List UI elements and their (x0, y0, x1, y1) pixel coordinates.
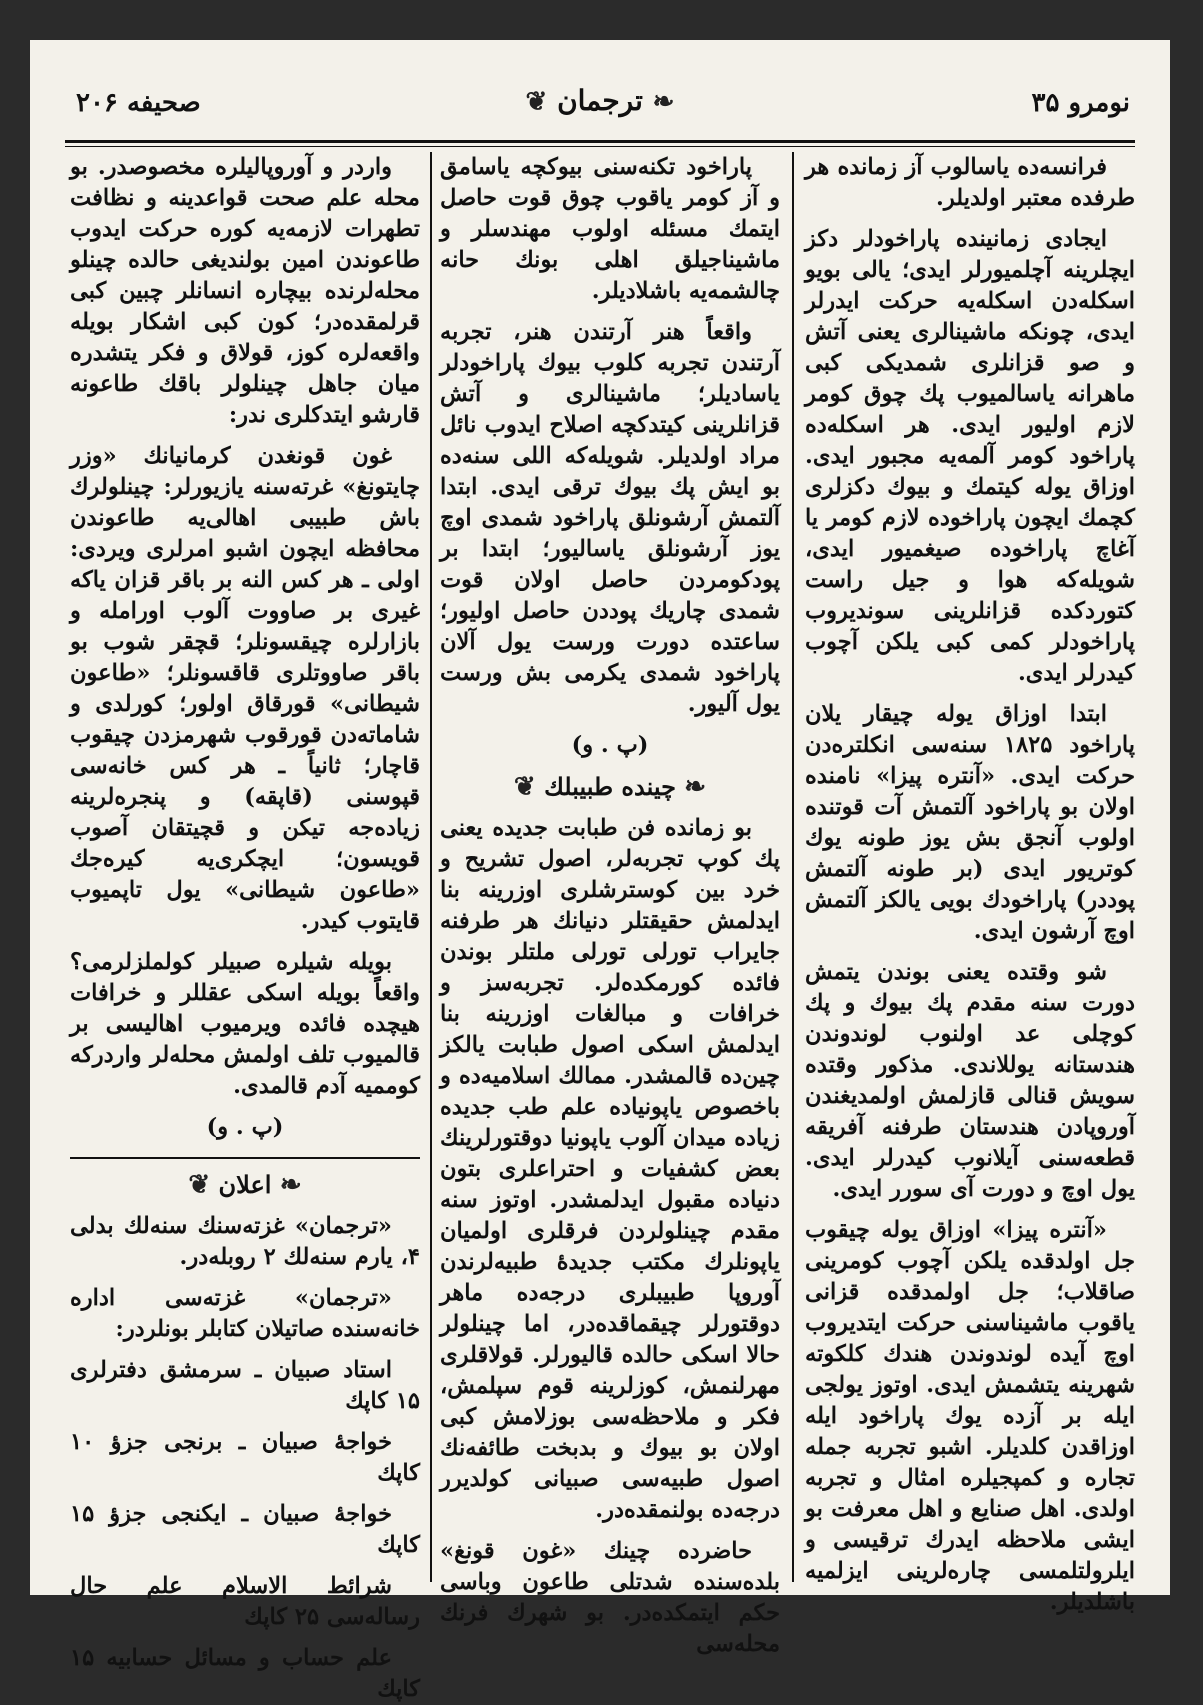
header-rule (65, 140, 1135, 147)
paragraph: شو وقتده یعنی بوندن یتمش دورت سنه مقدم پك بیوك و پك کوچلی عد اولنوب لوندوندن هندستانه یوللاندی. مذکور وقتده سویش قنالی قازلمش اولمدیغندن آوروپادن هندستان طرفنه آفریقه قطعه‌سنی آیلانوب کیدرلر ایدی. یول اوچ و دورت آی سورر ایدی. (805, 959, 1135, 1202)
ad-line: «ترجمان» غزته‌سنك سنه‌لك بدلی ۴، یارم سنه‌لك ۲ روبله‌در. (70, 1213, 420, 1270)
paragraph: واقعاً هنر آرتندن هنر، تجربه آرتندن تجربه کلوب بیوك پاراخودلر یاسادیلر؛ ماشینالری و آتش قزانلرینی کیتدکچه اصلاح ایدوب نائل مراد اولدیلر. شویله‌که اللی سنه‌ده بو ایش پك بیوك ترقی ایدی. ابتدا آلتمش آرشونلق پاراخود شمدی اوچ یوز آرشونلق یاسالیور؛ ابتدا بر پودکومردن حاصل اولان قوت شمدی چاریك پوددن حاصل اولیور؛ ساعتده دورت ورست یول آلان پاراخود شمدی یکرمی بش ورست یول آلیور. (440, 319, 780, 717)
ad-line: «ترجمان» غزته‌سی اداره خانه‌سنده صاتیلان کتابلر بونلردر: (70, 1285, 420, 1342)
page-header (30, 80, 1170, 140)
column-right (805, 152, 1135, 1615)
column-divider-1 (792, 152, 794, 1582)
paragraph: ابتدا اوزاق یوله چیقار یلان پاراخود ۱۸۲۵ سنه‌سی انکلتره‌دن حرکت ایدی. «آنتره پیزا» نامنده اولان بو پاراخود آلتمش آت قوتنده اولوب آنجق بش یوز طونه یوك کوتریور ایدی (بر طونه آلتمش پوددر) پاراخودك بویی یالکز آلتمش اوچ آرشون ایدی. (805, 701, 1135, 944)
issue-number: نومرو ۳۵ (1031, 88, 1130, 118)
paragraph: ایجادی زمانینده پاراخودلر دکز ایچلرینه آچلمیورلر ایدی؛ یالی بویو اسکله‌دن اسکله‌یه حرکت ایدرلر ایدی، چونکه ماشینالری یعنی آتش و صو قزانلری شمدیکی کبی ماهرانه یاسالمیوب پك چوق کومر لازم اولیور ایدی. هر اسکله‌ده پاراخود کومر آلمه‌یه مجبور ایدی. اوزاق یوله کیتمك و بیوك دکزلری کچمك ایچون پاراخوده لازم کومر یا آغاچ پاراخوده صیغمیور ایدی، شویله‌که هوا و جیل راست کتوردکده قزانلرینی سوندیروب پاراخودلر کمی کبی یلکن آچوب کیدرلر ایدی. (805, 226, 1135, 686)
ad-line: خواجهٔ صبیان ـ برنجی جزؤ ۱۰ کاپك (70, 1429, 420, 1486)
ornament-icon: ❦ (188, 1170, 211, 1200)
article-signature: (پ . و) (206, 1114, 284, 1140)
section-title (440, 771, 780, 803)
ad-line: علم حساب و مسائل حسابیه ۱۵ کاپك (70, 1645, 420, 1702)
paragraph: پاراخود تکنه‌سنی بیوکچه یاسامق و آز کومر یاقوب چوق قوت حاصل ایتمك مسئله اولوب مهندسلر و ماشیناجیلق اهلی بونك حانه چالشمه‌یه باشلادیلر. (440, 154, 780, 304)
ad-line: شرائط الاسلام علم حال رساله‌سی ۲۵ کاپك (70, 1573, 420, 1630)
advertisement-title (70, 1169, 420, 1201)
paragraph: بویله شیلره صبیلر کولملزلرمی؟ واقعاً بویله اسکی عقللر و خرافات هیچده فائده ویرمیوب اهالیسی بر قالمیوب تلف اولمش محله‌لر واردرکه کوممیه آدم قالمدی. (70, 949, 420, 1099)
ornament-left-icon: ❧ (652, 87, 675, 117)
section-divider (70, 1157, 420, 1159)
paragraph: بو زمانده فن طبابت جدیده یعنی پك کوپ تجربه‌لر، اصول تشریح و خرد بین کوسترشلری اوزرینه بنا ایدلمش حقیقتلر دنیانك هر طرفنه جایراب تورلی تورلی ملتلر بوندن فائده کورمکده‌لر. تجربه‌سز و خرافات و مبالغات اوزرینه بنا ایدلمش اسکی اصول طبابت یالکز چین‌ده قالمشدر. ممالك اسلامیه‌ده و باخصوص یاپونیاده علم طب جدیده زیاده میدان آلوب یاپونیا دوقتورلرینك بعض کشفیات و احتراعلری بتون دنیاده مقبول ایدلمشدر. اوتوز سنه مقدم چینلولردن فرقلری اولمیان یاپونلرك مکتب جدیدهٔ طبیه‌لرندن آوروپا طبیبلری درجه‌ده ماهر دوقتورلر چیقماقده‌در، اما چینلولر حالا اسکی حالده قالیورلر. قولاقلری مهرلنمش، کوزلرینه قوم سپلمش، فکر و ملاحظه‌سی بوزلامش کبی اولان بو بیوك و بدبخت طائفه‌نك اصول طبیه‌سی صبیانی کولدیرر درجه‌ده بولنمقده‌در. (440, 815, 780, 1523)
newspaper-page (30, 40, 1170, 1702)
column-divider-2 (430, 152, 432, 1582)
masthead-title-text: ترجمان (557, 84, 643, 117)
paragraph: حاضرده چینك «غون قونغ» بلده‌سنده شدتلی طاعون وباسی حکم ایتمکده‌در. بو شهرك فرنك محله‌سی (440, 1538, 780, 1657)
ornament-icon: ❧ (684, 772, 707, 802)
ornament-icon: ❦ (513, 772, 536, 802)
paragraph: واردر و آوروپالیلره مخصوصدر. بو محله علم صحت قواعدینه و نظافت تطهرات لازمه‌یه کوره حرکت ایدوب طاعوندن امین بولندیغی حالده چینلو محله‌لرنده بیچاره انسانلر چبین کبی قرلمقده‌در؛ کون کبی اشکار بویله واقعه‌لره کوز، قولاق و فکر یتشدره میان جاهل چینلولر باقك طاعونه قارشو ایتدکلری ندر: (70, 154, 420, 428)
paragraph: فرانسه‌ده یاسالوب آز زمانده هر طرفده معتبر اولدیلر. (805, 154, 1135, 211)
paragraph: «آنتره پیزا» اوزاق یوله چیقوب جل اولدقده یلکن آچوب کومرینی صاقلاب؛ جل اولمدقده قزانی یاقوب ماشیناسنی حرکت ایتدیروب اوچ آیده لوندوندن هندك کلکوته شهرینه یتشمش ایدی. اوتوز یولجی ایله بر آزده یوك پاراخود ایله اوزاقدن کلدیلر. اشبو تجربه جمله تجاره و کمپجیلره امثال و تجربه اولدی. اهل صنایع و اهل معرفت بو ایشی ملاحظه ایدرك ترقیسی و ایلرولتلمسی چاره‌لرینی ایزلمیه باشلدیلر. (805, 1217, 1135, 1615)
ad-line: استاد صبیان ـ سرمشق دفترلری ۱۵ کاپك (70, 1357, 420, 1414)
section-title-text: چینده طبیبلك (544, 772, 676, 801)
ornament-right-icon: ❦ (525, 87, 548, 117)
masthead-title (500, 84, 700, 117)
advertisement-title-text: اعلان (218, 1170, 272, 1199)
column-left (70, 152, 420, 1702)
article-signature: (پ . و) (571, 732, 649, 758)
paragraph: غون قونغدن کرمانیانك «وزر چایتونغ» غرته‌سنه یازیورلر: چینلولرك باش طبیبی اهالی‌یه طاعوندن محافظه ایچون اشبو امرلری ویردی: اولی ـ هر کس النه بر باقر قزان یاکه غیری بر صاووت آلوب اورامله و بازارلره چیقسونلر؛ قچقر شوب بو باقر صاووتلری قاقسونلر؛ «طاعون شیطانی» قورقاق اولور؛ کورلدی و شاماته‌دن قورقوب شهرمزدن چیقوب قاچار؛ ثانیاً ـ هر کس خانه‌سی قپوسنی (قاپقه) و پنجره‌لرینه زیاده‌جه تیکن و قچیتقان آصوب قویسون؛ ایچکری‌یه کیره‌جك «طاعون شیطانی» یول تاپمیوب قایتوب کیدر. (70, 443, 420, 934)
ornament-icon: ❧ (279, 1170, 302, 1200)
ad-line: خواجهٔ صبیان ـ ایکنجی جزؤ ۱۵ کاپك (70, 1501, 420, 1558)
column-middle (440, 152, 780, 1657)
page-number: صحیفه ۲۰۶ (76, 88, 201, 118)
